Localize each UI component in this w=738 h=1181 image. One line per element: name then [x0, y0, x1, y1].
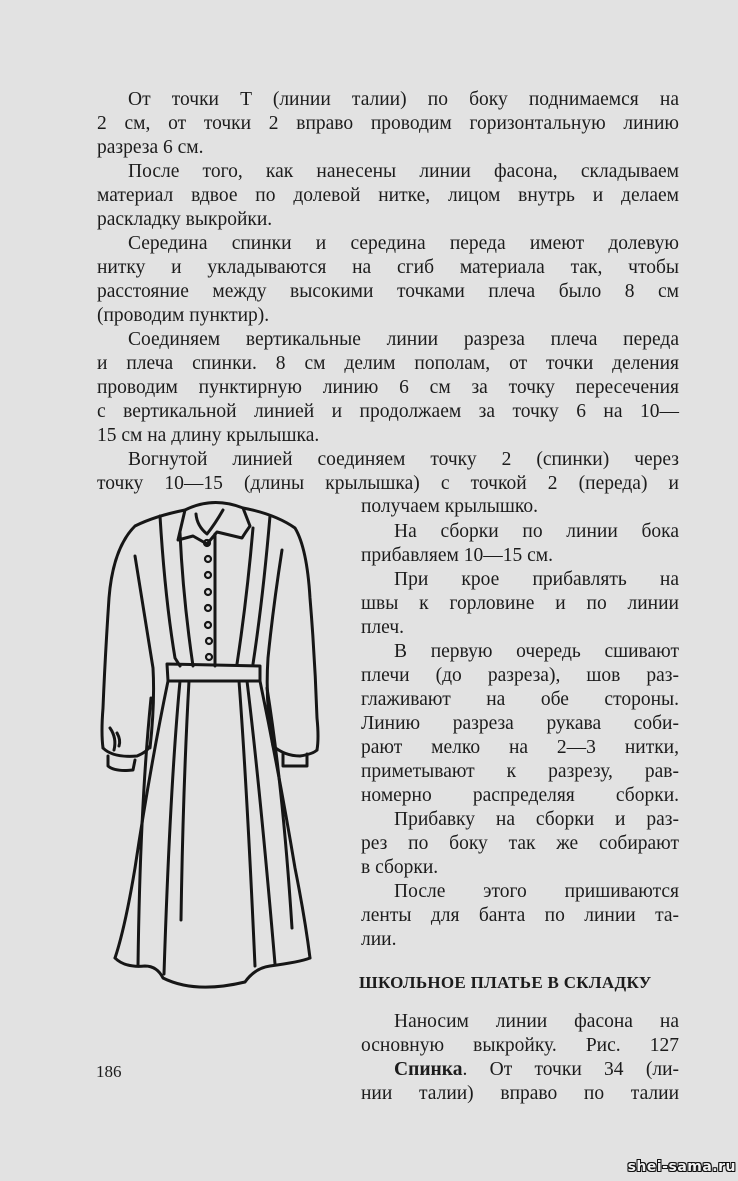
text-line: плеч. — [361, 617, 405, 638]
button-icon — [205, 622, 211, 628]
text-line: Соединяем вертикальные линии разреза плеча переда — [128, 329, 679, 350]
text-line: швы к горловине и по линии — [361, 593, 679, 614]
text-line: материал вдвое по долевой нитке, лицом внутрь и делаем — [97, 185, 679, 206]
text-line: плечи (до разреза), шов раз- — [361, 665, 679, 686]
text-line: Наносим линии фасона на — [394, 1011, 679, 1032]
text-line: 2 см, от точки 2 вправо проводим горизонтальную линию — [97, 113, 679, 134]
text-line: 15 см на длину крылышка. — [97, 425, 320, 446]
text-line: с вертикальной линией и продолжаем за точку 6 на 10— — [97, 401, 679, 422]
text-line: в сборки. — [361, 857, 439, 878]
collar-neck — [196, 510, 223, 534]
text-line: Линию разреза рукава соби- — [361, 713, 679, 734]
text-line: Середина спинки и середина переда имеют долевую — [128, 233, 679, 254]
button-icon — [206, 654, 212, 660]
watermark: shei-sama.ru — [627, 1159, 736, 1175]
text-line: приметывают к разрезу, рав- — [361, 761, 679, 782]
text-line: расстояние между высокими точками плеча было 8 см — [97, 281, 679, 302]
skirt-pleat-2 — [164, 681, 180, 974]
text-line: лии. — [361, 929, 397, 950]
text-line: нии талии) вправо по талии — [361, 1083, 679, 1104]
right-sleeve-inner — [267, 550, 282, 746]
text-line: глаживают на обе стороны. — [361, 689, 679, 710]
text-line: На сборки по линии бока — [394, 521, 679, 542]
text-line — [394, 1059, 679, 1081]
button-icon — [205, 605, 211, 611]
left-cuff-gather — [110, 728, 120, 750]
spinka-text: . От точки 34 (ли- — [462, 1059, 679, 1080]
section-heading: ШКОЛЬНОЕ ПЛАТЬЕ В СКЛАДКУ — [359, 973, 652, 992]
buttons-group — [204, 540, 212, 660]
dress-illustration — [95, 488, 360, 993]
text-line: В первую очередь сшивают — [394, 641, 679, 662]
text-line: Прибавку на сборки и раз- — [394, 809, 679, 830]
button-icon — [205, 589, 211, 595]
left-sleeve-inner — [135, 556, 154, 748]
text-line: нитку и укладываются на сгиб материала так, чтобы — [97, 257, 679, 278]
button-icon — [205, 556, 211, 562]
text-line: разреза 6 см. — [97, 137, 204, 158]
text-line: После этого пришиваются — [394, 881, 679, 902]
text-line: ленты для банта по линии та- — [361, 905, 679, 926]
right-cuff — [273, 746, 317, 766]
text-line: При крое прибавлять на — [394, 569, 679, 590]
left-cuff — [103, 746, 150, 771]
text-line: основную выкройку. Рис. 127 — [361, 1035, 679, 1056]
skirt-hem — [115, 958, 310, 987]
skirt-pleat-3 — [181, 681, 189, 920]
bodice-right-pleat-2 — [237, 528, 253, 664]
page-number: 186 — [96, 1062, 122, 1081]
text-line: (проводим пунктир). — [97, 305, 270, 326]
text-line: Вогнутой линией соединяем точку 2 (спинки) через — [128, 449, 679, 470]
skirt-right-side — [260, 681, 310, 958]
bodice-right-pleat — [253, 516, 270, 664]
text-line: проводим пунктирную линию 6 см за точку пересечения — [97, 377, 679, 398]
spinka-label: Спинка — [394, 1059, 463, 1080]
text-line: От точки T (линии талии) по боку поднимаемся на — [128, 89, 679, 110]
text-line: рают мелко на 2—3 нитки, — [361, 737, 679, 758]
button-icon — [206, 638, 212, 644]
text-line: точку 10—15 (длины крылышка) с точкой 2 (переда) и — [97, 473, 679, 494]
text-line: раскладку выкройки. — [97, 209, 273, 230]
left-shoulder — [102, 510, 185, 748]
bodice-left-pleat-2 — [180, 533, 193, 666]
text-line: и плеча спинки. 8 см делим пополам, от точки деления — [97, 353, 679, 374]
text-line: прибавляем 10—15 см. — [361, 545, 553, 566]
text-line: рез по боку так же собирают — [361, 833, 679, 854]
text-line: После того, как нанесены линии фасона, складываем — [128, 161, 679, 182]
right-shoulder — [243, 508, 318, 750]
button-icon — [205, 572, 211, 578]
text-line: номерно распределяя сборки. — [361, 785, 679, 806]
text-line: получаем крылышко. — [361, 496, 539, 517]
